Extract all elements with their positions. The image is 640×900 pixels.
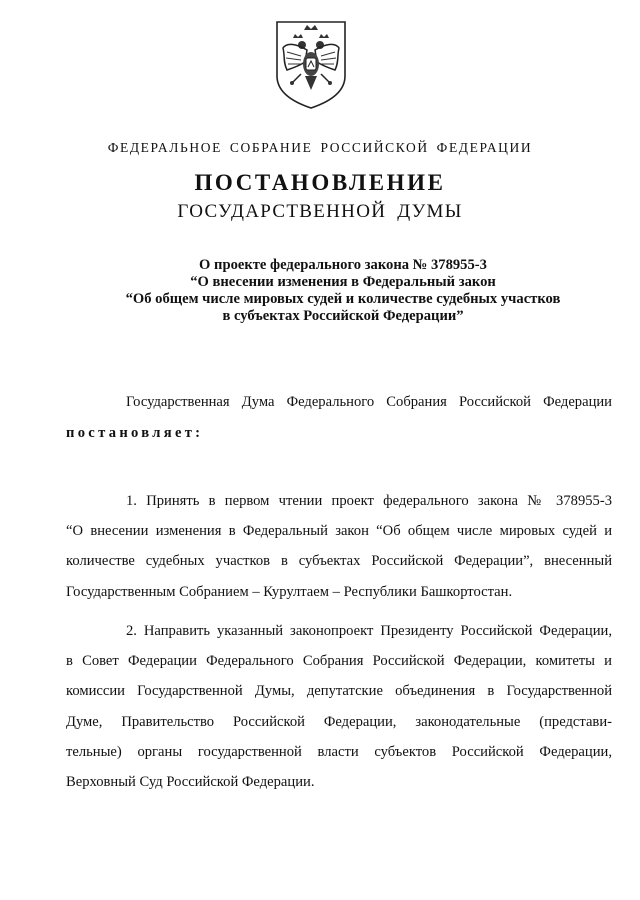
resolves-word: постановляет: <box>66 425 204 441</box>
clause-line: 1. Принять в первом чтении проект федерального закона № 378955-3 <box>126 493 612 509</box>
subject-line: О проекте федерального закона № 378955-3 <box>199 257 487 273</box>
clause-line: в Совет Федерации Федерального Собрания Российской Федерации, комитеты и <box>66 653 612 670</box>
clause-1 <box>66 486 612 607</box>
clause-line: комиссии Государственной Думы, депутатские объединения в Государственной <box>66 683 612 700</box>
clause-line: 2. Направить указанный законопроект Президенту Российской Федерации, <box>126 623 612 639</box>
subject-line: “Об общем числе мировых судей и количестве судебных участков <box>125 291 561 307</box>
clause-line: Верховный Суд Российской Федерации. <box>66 774 315 791</box>
preamble <box>66 393 612 411</box>
organization-name: ФЕДЕРАЛЬНОЕ СОБРАНИЕ РОССИЙСКОЙ ФЕДЕРАЦИИ <box>107 140 533 155</box>
subject-line: “О внесении изменения в Федеральный закон <box>190 274 496 290</box>
preamble-text: Государственная Дума Федерального Собрания Российской Федерации <box>126 394 612 410</box>
clause-line: тельные) органы государственной власти субъектов Российской Федерации, <box>66 743 612 760</box>
clause-line: количестве судебных участков в субъектах Российской Федерации”, внесенный <box>66 553 612 570</box>
document-type-title: ПОСТАНОВЛЕНИЕ <box>194 170 446 195</box>
clause-line: “О внесении изменения в Федеральный закон “Об общем числе мировых судей и <box>66 523 612 540</box>
clause-line: Государственным Собранием – Курултаем – Республики Башкортостан. <box>66 583 513 600</box>
coat-of-arms-icon <box>271 18 351 110</box>
document-issuer: ГОСУДАРСТВЕННОЙ ДУМЫ <box>177 201 463 222</box>
subject-line: в субъектах Российской Федерации” <box>222 308 464 324</box>
document-subject <box>96 257 590 325</box>
clause-2 <box>66 616 612 797</box>
clause-line: Думе, Правительство Российской Федерации, законодательные (представи- <box>66 713 612 730</box>
